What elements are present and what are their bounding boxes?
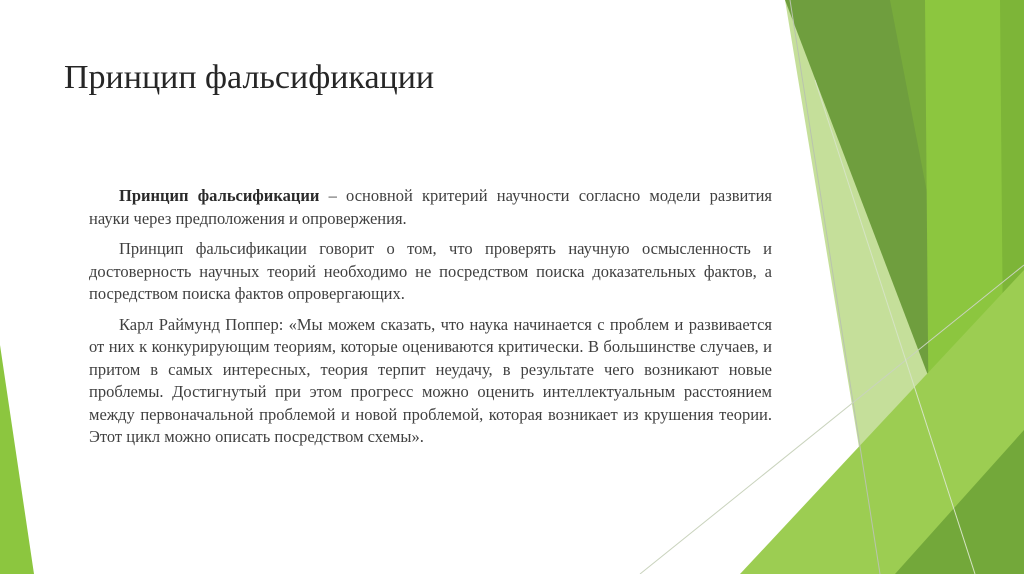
- paragraph-explanation: Принцип фальсификации говорит о том, что проверять научную осмысленность и достоверность научных теорий необходимо не посредством поиска доказательных фактов, а посредством поиска фактов опровергающих.: [89, 239, 772, 303]
- paragraph-definition: [89, 185, 772, 230]
- slide-title: Принцип фальсификации: [64, 59, 435, 96]
- slide-body: [89, 185, 772, 457]
- definition-text: – основной критерий научности согласно модели развития науки через предположения и опровержения.: [89, 186, 772, 228]
- paragraph-popper-quote: Карл Раймунд Поппер: «Мы можем сказать, что наука начинается с проблем и развивается от них к конкурирующим теориям, которые оцениваются критически. В большинстве случаев, и притом в самых интересных, теория терпит неудачу, в результате чего возникают новые проблемы. Достигнутый при этом прогресс можно оценить интеллектуальным расстоянием между первоначальной проблемой и новой проблемой, которая возникает из крушения теории. Этот цикл можно описать посредством схемы».: [89, 314, 772, 446]
- term-bold: Принцип фальсификации: [119, 186, 320, 205]
- left-edge-shape: [0, 345, 34, 574]
